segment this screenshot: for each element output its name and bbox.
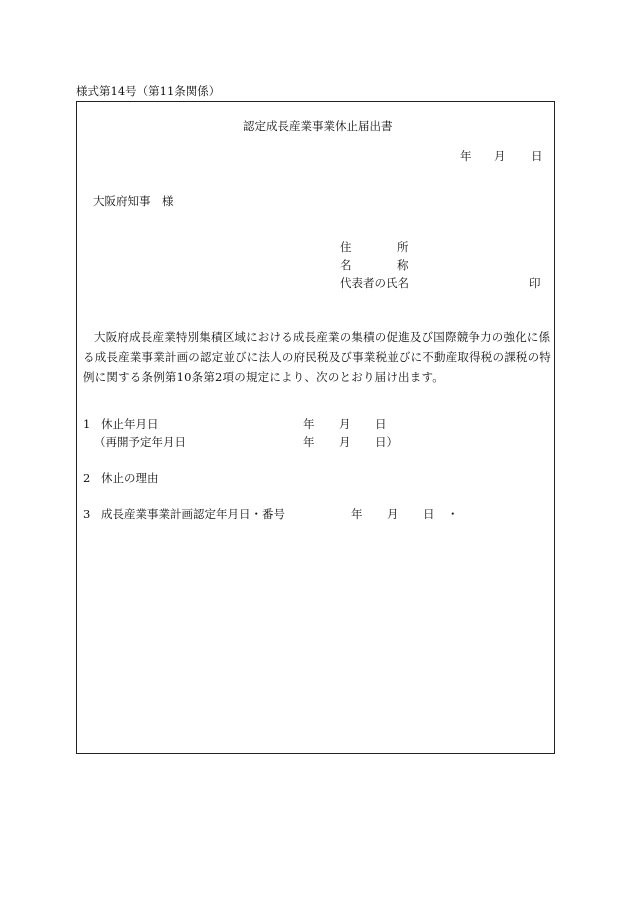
- item3-number: 3: [83, 507, 91, 521]
- item1-number: 1: [83, 417, 91, 431]
- form-number: 様式第14号（第11条関係）: [76, 84, 221, 98]
- name-label-1: 名: [340, 258, 352, 272]
- item1b-day: 日）: [375, 435, 398, 449]
- item2-label: 休止の理由: [101, 471, 159, 485]
- item3-label: 成長産業事業計画認定年月日・番号: [101, 507, 285, 521]
- item2-number: 2: [83, 471, 91, 485]
- address-label-1: 住: [340, 240, 352, 254]
- item3-year: 年: [351, 507, 363, 521]
- item1-month: 月: [339, 417, 351, 431]
- date-year: 年: [460, 149, 472, 163]
- item1b-label: （再開予定年月日: [94, 435, 186, 449]
- item1-year: 年: [303, 417, 315, 431]
- date-month: 月: [494, 149, 506, 163]
- item1-day: 日: [375, 417, 387, 431]
- address-label-2: 所: [397, 240, 409, 254]
- seal-mark: 印: [529, 276, 541, 290]
- item3-month: 月: [387, 507, 399, 521]
- body-paragraph: 大阪府成長産業特別集積区域における成長産業の集積の促進及び国際競争力の強化に係る成長産業事業計画の認定並びに法人の府民税及び事業税並びに不動産取得税の課税の特例に関する条例第10条第2項の規定により、次のとおり届け出ます。: [83, 330, 551, 384]
- representative-label: 代表者の氏名: [340, 276, 409, 290]
- item3-dot: ・: [447, 507, 459, 521]
- name-label-2: 称: [397, 258, 409, 272]
- item3-day: 日: [423, 507, 435, 521]
- document-title: 認定成長産業事業休止届出書: [243, 119, 393, 133]
- item1b-year: 年: [303, 435, 315, 449]
- addressee: 大阪府知事 様: [93, 194, 174, 208]
- item1-label: 休止年月日: [101, 417, 159, 431]
- item1b-month: 月: [339, 435, 351, 449]
- date-day: 日: [531, 149, 543, 163]
